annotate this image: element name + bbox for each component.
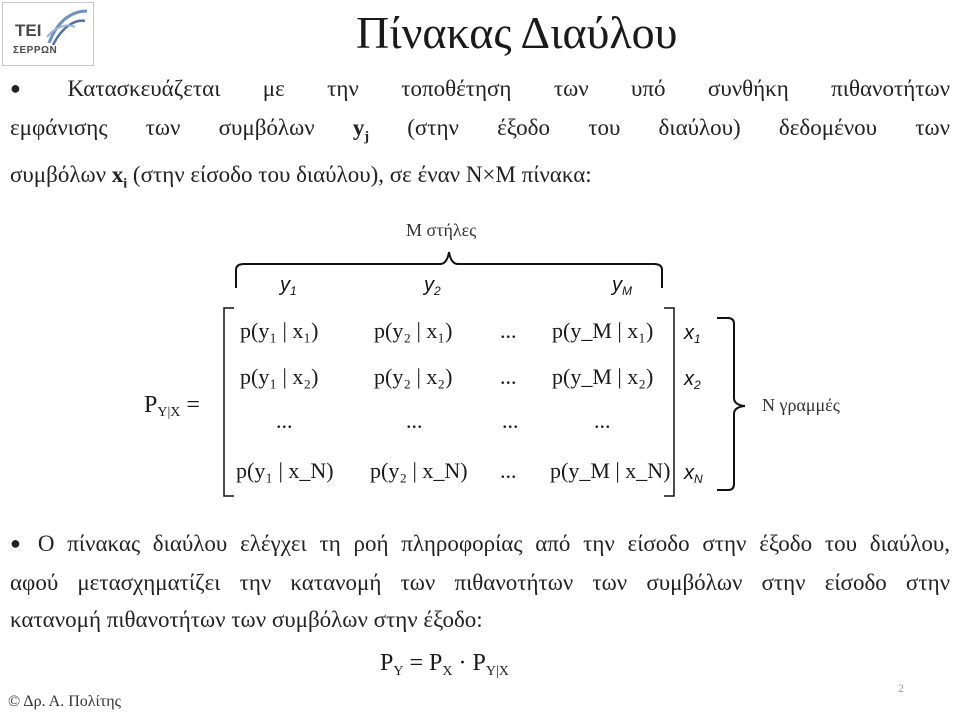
paragraph-channel-role xyxy=(10,525,950,638)
p2-line2: αφού μετασχηματίζει την κατανομή των πιθανοτήτων των συμβόλων στην είσοδο στην xyxy=(10,570,950,595)
cell-r1c2: p(y₂ | x₁) xyxy=(374,318,453,343)
cell-r2c3: ... xyxy=(500,364,517,389)
p2-line1: ● Ο πίνακας διαύλου ελέγχει τη ροή πληροφορίας από την είσοδο στην έξοδο του διαύλου, xyxy=(10,531,950,556)
equation-py-px-pyx: $P_Y = P_X \cdot P_{Y|X}$ xyxy=(380,650,509,679)
cell-r2c4: p(y_M | x₂) xyxy=(552,364,654,389)
cell-r1c1: p(y₁ | x₁) xyxy=(240,318,319,343)
cell-r2c1: p(y₁ | x₂) xyxy=(240,364,319,389)
cell-r3c2: ... xyxy=(406,408,423,433)
cell-r1c4: p(y_M | x₁) xyxy=(552,318,654,343)
rows-brace xyxy=(717,318,745,490)
cell-r3c4: ... xyxy=(594,408,611,433)
matrix-left-bracket xyxy=(224,308,234,496)
page-number: 2 xyxy=(898,681,904,695)
p1-line3: συμβόλων $x_i$ (στην είσοδο του διαύλου), σε έναν N×M πίνακα: xyxy=(10,161,592,192)
columns-brace xyxy=(236,252,662,288)
bullet-icon: ● xyxy=(10,533,28,553)
row-label-xN: $x_N$ xyxy=(684,462,703,486)
columns-label: M στήλες xyxy=(406,220,477,240)
var-x: x xyxy=(111,161,124,187)
matrix-lhs: $P_{Y|X}$ = xyxy=(144,392,200,420)
p1-line2: εμφάνισης των συμβόλων $y_j$ (στην έξοδο του διαύλου) δεδομένου των xyxy=(10,115,950,145)
bullet-icon: ● xyxy=(10,78,58,98)
footer-author: © Δρ. Α. Πολίτης xyxy=(8,693,121,710)
cell-r3c1: ... xyxy=(276,408,293,433)
row-label-x1: $x_1$ xyxy=(684,322,701,346)
cell-r4c2: p(y₂ | x_N) xyxy=(370,458,468,483)
row-label-x2: $x_2$ xyxy=(684,368,701,392)
cell-r1c3: ... xyxy=(500,318,517,343)
p1-line1: ● Κατασκευάζεται με την τοποθέτηση των υπό συνθήκη πιθανοτήτων xyxy=(10,76,951,101)
col-header-y2: $y_2$ xyxy=(424,274,441,298)
cell-r4c1: p(y₁ | x_N) xyxy=(236,458,334,483)
var-y: y xyxy=(352,115,365,140)
logo-text-serron: ΣΕΡΡΩΝ xyxy=(13,45,58,56)
cell-r2c2: p(y₂ | x₂) xyxy=(374,364,453,389)
cell-r4c3: ... xyxy=(500,458,517,483)
rows-label: N γραμμές xyxy=(762,395,840,415)
cell-r4c4: p(y_M | x_N) xyxy=(550,458,671,483)
logo-text-tei: ΤΕΙ xyxy=(15,21,42,40)
slide-title: Πίνακας Διαύλου xyxy=(356,7,678,58)
p2-line3: κατανομή πιθανοτήτων των συμβόλων στην έξοδο: xyxy=(10,607,483,632)
col-header-yM: $y_M$ xyxy=(612,274,632,298)
cell-r3c3: ... xyxy=(502,408,519,433)
col-header-y1: $y_1$ xyxy=(280,274,297,298)
